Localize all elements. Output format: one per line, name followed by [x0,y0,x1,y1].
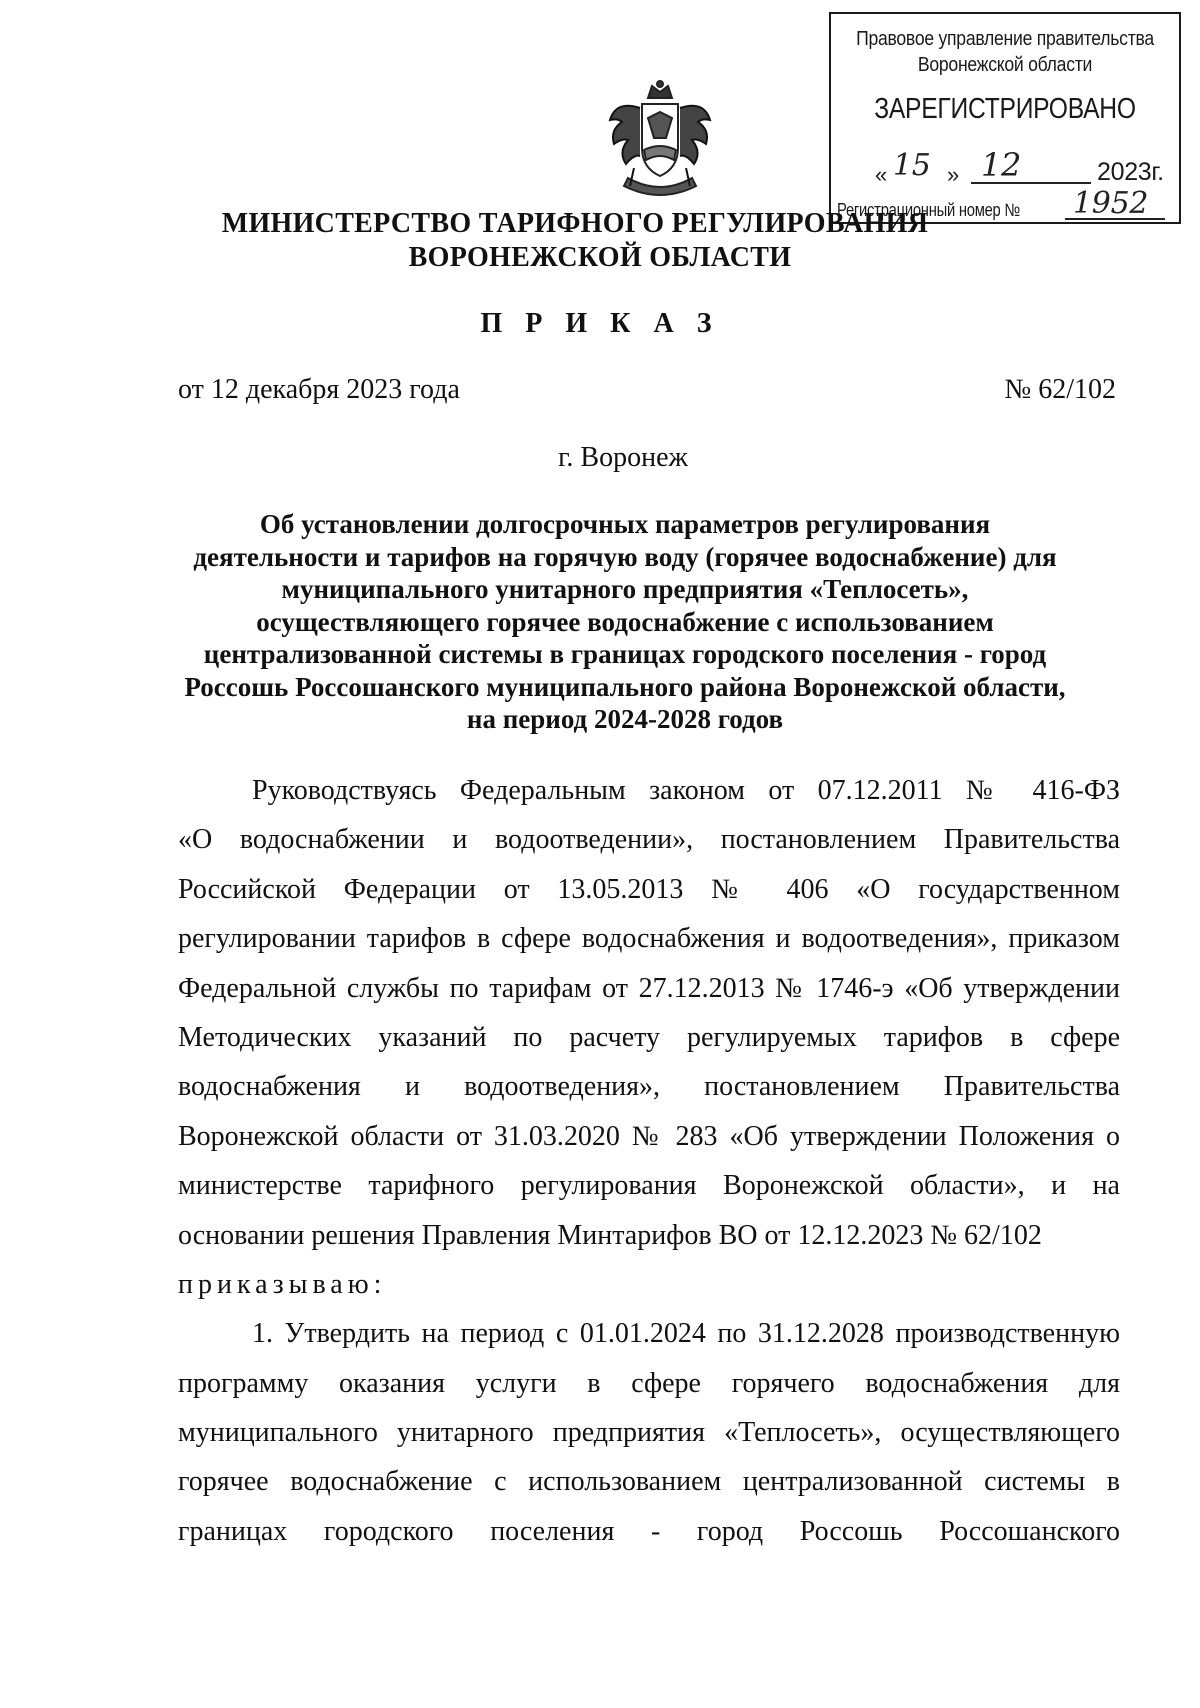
body-line: Руководствуясь Федеральным законом от 07.12.2011 № 416-ФЗ [252,775,1120,806]
ministry-title-line1: МИНИСТЕРСТВО ТАРИФНОГО РЕГУЛИРОВАНИЯ [221,208,929,239]
stamp-date-day: 15 [893,148,931,183]
order-number: № 62/102 [1004,374,1116,405]
body-line: границах городского поселения - город Россошь Россошанского [178,1515,1120,1547]
body-line: горячее водоснабжение с использованием централизованной системы в [178,1466,1120,1498]
stamp-org-line1: Правовое управление правительства [856,28,1154,50]
body-line: 1. Утвердить на период с 01.01.2024 по 31.12.2028 производственную [252,1318,1120,1350]
body-line: муниципального унитарного предприятия «Теплосеть», осуществляющего [178,1417,1120,1449]
body-line: водоснабжения и водоотведения», постановлением Правительства [178,1071,1120,1103]
stamp-reg-number-value: 1952 [1073,186,1149,221]
stamp-org-line2: Воронежской области [917,54,1093,76]
order-body [178,766,1120,1556]
document-type: П Р И К А З [480,308,720,339]
heading-line: муниципального унитарного предприятия «Теплосеть», [281,574,969,604]
body-line: регулировании тарифов в сфере водоснабжения и водоотведения», приказом [178,923,1120,955]
order-verb: приказываю: [178,1268,387,1300]
stamp-date-quote-close: » [947,162,959,187]
body-line: «О водоснабжении и водоотведении», постановлением Правительства [178,824,1120,856]
stamp-date-month: 12 [981,146,1022,184]
registration-stamp [829,12,1181,224]
stamp-registered: ЗАРЕГИСТРИРОВАНО [874,93,1136,125]
body-line: основании решения Правления Минтарифов ВО от 12.12.2023 № 62/102 [178,1219,1042,1251]
heading-line: Россошь Россошанского муниципального района Воронежской области, [184,671,1066,702]
stamp-date-quote-open: « [875,162,887,187]
heading-line: деятельности и тарифов на горячую воду (горячее водоснабжение) для [193,541,1057,572]
order-city: г. Воронеж [558,442,688,473]
body-line: Российской Федерации от 13.05.2013 № 406 «О государственном [178,873,1120,905]
stamp-reg-number-label: Регистрационный номер № [837,200,1020,220]
ministry-title-line2: ВОРОНЕЖСКОЙ ОБЛАСТИ [408,242,792,273]
heading-line: централизованной системы в границах городского поселения - город [203,639,1047,669]
body-line: министерстве тарифного регулирования Воронежской области», и на [178,1170,1120,1202]
order-heading [150,508,1100,736]
heading-line: на период 2024-2028 годов [466,704,784,734]
coat-of-arms-icon [604,78,716,204]
order-date: от 12 декабря 2023 года [178,374,460,405]
heading-line: Об установлении долгосрочных параметров регулирования [259,509,991,539]
body-line: Методических указаний по расчету регулируемых тарифов в сфере [178,1021,1120,1053]
stamp-date [875,146,1175,187]
body-line: программу оказания услуги в сфере горячего водоснабжения для [178,1367,1120,1399]
body-line: Воронежской области от 31.03.2020 № 283 «Об утверждении Положения о [178,1120,1120,1152]
stamp-date-year: 2023г. [1097,158,1164,186]
body-line: Федеральной службы по тарифам от 27.12.2013 № 1746-э «Об утверждении [178,972,1120,1004]
heading-line: осуществляющего горячее водоснабжение с использованием [256,606,994,637]
